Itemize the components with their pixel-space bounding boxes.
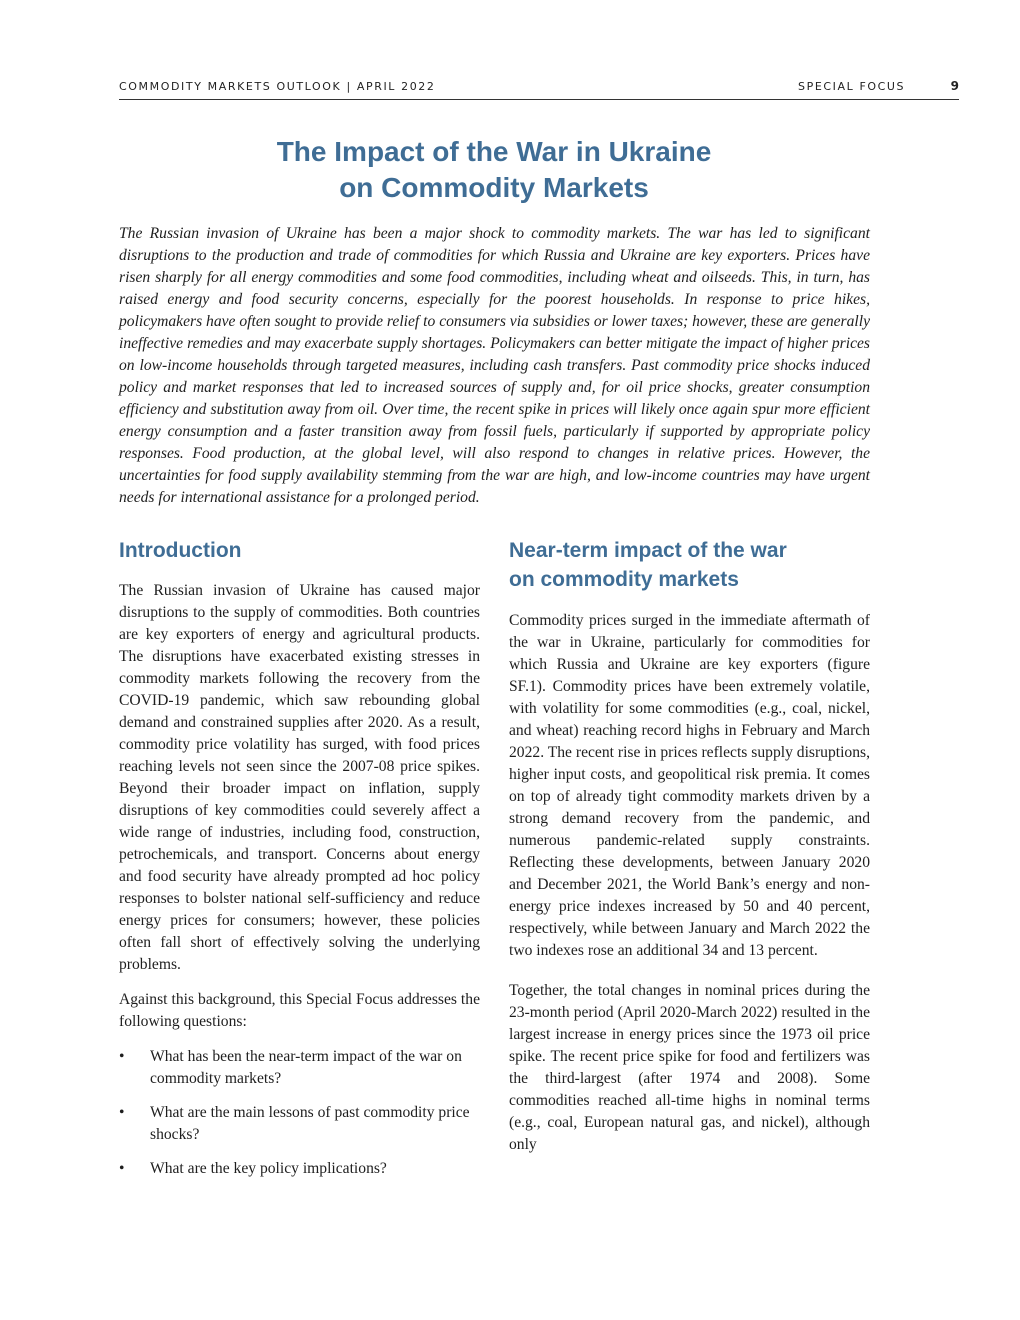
page-title-line-2: on Commodity Markets: [339, 172, 649, 203]
bullet-icon: •: [119, 1104, 125, 1121]
question-text: What are the main lessons of past commodity price shocks?: [150, 1104, 470, 1143]
near-term-paragraph-2: Together, the total changes in nominal prices during the 23-month period (April 2020-March 2022) resulted in the largest increase in energy prices since the 1973 oil price spike. The recent price spike for food and fertilizers was the third-largest (after 1974 and 2008). Some commodities reached all-time highs in nominal terms (e.g., coal, European natural gas, and nickel), although only: [509, 982, 870, 1153]
list-item: [119, 1158, 480, 1180]
section-label: SPECIAL FOCUS: [798, 80, 906, 93]
question-text: What has been the near-term impact of the war on commodity markets?: [150, 1048, 462, 1087]
introduction-paragraph-1: The Russian invasion of Ukraine has caused major disruptions to the supply of commodities. Both countries are key exporters of energy and agricultural products. The disruptions have exacerbated existing stresses in commodity markets following the recovery from the COVID-19 pandemic, which saw rebounding global demand and constrained supplies after 2020. As a result, commodity price volatility has surged, with food prices reaching levels not seen since the 2007-08 price spikes. Beyond their broader impact on inflation, supply disruptions of key commodities could severely affect a wide range of industries, including food, construction, petrochemicals, and transport. Concerns about energy and food security have already prompted ad hoc policy responses to bolster national self-sufficiency and reduce energy prices for consumers; however, these policies often fall short of effectively solving the underlying problems.: [119, 582, 480, 973]
list-item: [119, 1046, 480, 1090]
publication-title: COMMODITY MARKETS OUTLOOK | APRIL 2022: [119, 80, 436, 93]
left-column: [119, 536, 480, 1192]
questions-list: [119, 1046, 480, 1180]
bullet-icon: •: [119, 1160, 125, 1177]
near-term-paragraph-1: Commodity prices surged in the immediate aftermath of the war in Ukraine, particularly for commodities for which Russia and Ukraine are key exporters (figure SF.1). Commodity prices have been extremely volatile, with volatility for some commodities (e.g., coal, nickel, and wheat) reaching record highs in February and March 2022. The recent rise in prices reflects supply disruptions, higher input costs, and geopolitical risk premia. It comes on top of already tight commodity markets driven by a strong demand recovery from the pandemic, and numerous pandemic-related supply constraints. Reflecting these developments, between January 2020 and December 2021, the World Bank’s energy and non-energy price indexes increased by 50 and 40 percent, respectively, while between January and March 2022 the two indexes rose an additional 34 and 13 percent.: [509, 612, 870, 959]
near-term-heading: [509, 536, 870, 594]
near-term-heading-line-1: Near-term impact of the war: [509, 539, 787, 562]
introduction-paragraph-2: Against this background, this Special Focus addresses the following questions:: [119, 991, 480, 1030]
near-term-heading-line-2: on commodity markets: [509, 568, 739, 591]
page-title-line-1: The Impact of the War in Ukraine: [276, 136, 712, 167]
page-number: 9: [950, 79, 959, 93]
page-title: [119, 134, 869, 206]
question-text: What are the key policy implications?: [150, 1160, 387, 1177]
introduction-heading: Introduction: [119, 539, 242, 562]
abstract: The Russian invasion of Ukraine has been a major shock to commodity markets. The war has led to significant disruptions to the production and trade of commodities for which Russia and Ukraine are key exporters. Prices have risen sharply for all energy commodities and some food commodities, including wheat and oilseeds. This, in turn, has raised energy and food security concerns, especially for the poorest households. In response to price hikes, policymakers have often sought to provide relief to consumers via subsidies or lower taxes; however, these are generally ineffective remedies and may exacerbate supply shortages. Policymakers can better mitigate the impact of higher prices on low-income households through targeted measures, including cash transfers. Past commodity price shocks induced policy and market responses that led to increased sources of supply and, for oil price shocks, greater consumption efficiency and substitution away from oil. Over time, the recent spike in prices will likely once again spur more efficient energy consumption and a faster transition away from fossil fuels, particularly if supported by appropriate policy responses. Food production, at the global level, will also respond to changes in relative prices. However, the uncertainties for food supply availability stemming from the war are high, and low-income countries may have urgent needs for international assistance for a prolonged period.: [119, 225, 870, 506]
right-column: [509, 536, 870, 1174]
bullet-icon: •: [119, 1048, 125, 1065]
running-header: [119, 78, 959, 100]
list-item: [119, 1102, 480, 1146]
